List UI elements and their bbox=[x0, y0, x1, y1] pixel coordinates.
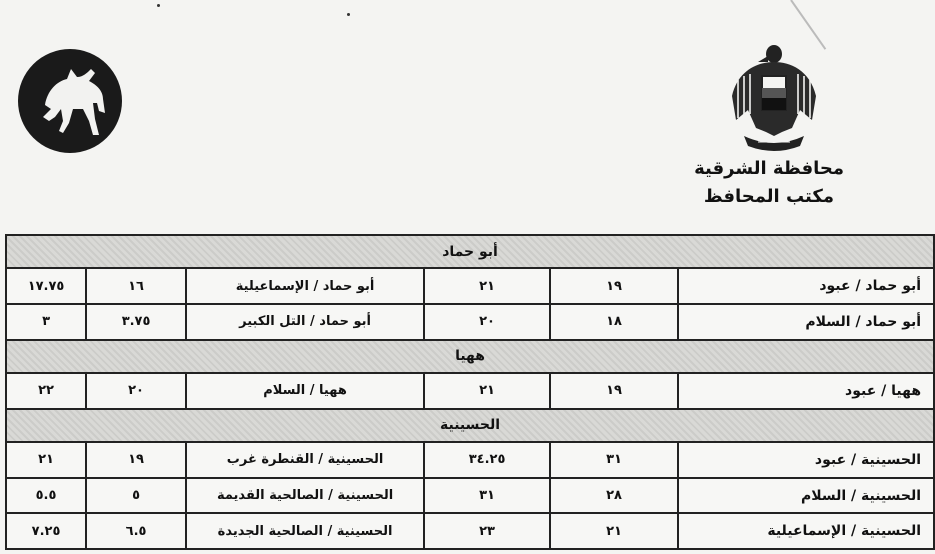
section-title: ههيا bbox=[6, 340, 934, 373]
fare-new-cell: ٥.٥ bbox=[6, 478, 86, 514]
office-name: مكتب المحافظ bbox=[703, 186, 834, 207]
route-cell: ههيا / السلام bbox=[186, 373, 424, 409]
fare-new-cell: ٢٠ bbox=[424, 304, 550, 340]
route-cell: الحسينية / القنطرة غرب bbox=[186, 442, 424, 478]
route-cell: أبو حماد / السلام bbox=[678, 304, 934, 340]
section-title: أبو حماد bbox=[6, 235, 934, 268]
fare-old-cell: ١٨ bbox=[550, 304, 678, 340]
table-row bbox=[6, 304, 934, 340]
route-cell: الحسينية / عبود bbox=[678, 442, 934, 478]
section-header-row bbox=[6, 235, 934, 268]
route-cell: أبو حماد / التل الكبير bbox=[186, 304, 424, 340]
route-cell: الحسينية / الصالحية القديمة bbox=[186, 478, 424, 514]
fare-new-cell: ٢١ bbox=[6, 442, 86, 478]
fare-old-cell: ٢٨ bbox=[550, 478, 678, 514]
scan-speck bbox=[347, 13, 350, 16]
fare-old-cell: ١٩ bbox=[550, 268, 678, 304]
table-row bbox=[6, 373, 934, 409]
table-row bbox=[6, 442, 934, 478]
fare-new-cell: ٢١ bbox=[424, 373, 550, 409]
fare-old-cell: ١٩ bbox=[550, 373, 678, 409]
fare-old-cell: ١٦ bbox=[86, 268, 186, 304]
fare-new-cell: ١٧.٧٥ bbox=[6, 268, 86, 304]
fare-new-cell: ٣١ bbox=[424, 478, 550, 514]
fare-new-cell: ٧.٢٥ bbox=[6, 513, 86, 549]
scan-speck bbox=[157, 4, 160, 7]
fare-old-cell: ٢٠ bbox=[86, 373, 186, 409]
route-cell: أبو حماد / الإسماعيلية bbox=[186, 268, 424, 304]
route-cell: أبو حماد / عبود bbox=[678, 268, 934, 304]
fare-new-cell: ٣ bbox=[6, 304, 86, 340]
table-row bbox=[6, 513, 934, 549]
fare-new-cell: ٢٣ bbox=[424, 513, 550, 549]
fare-table bbox=[5, 234, 935, 550]
section-header-row bbox=[6, 409, 934, 442]
fare-new-cell: ٣٤.٢٥ bbox=[424, 442, 550, 478]
route-cell: الحسينية / السلام bbox=[678, 478, 934, 514]
route-cell: الحسينية / الصالحية الجديدة bbox=[186, 513, 424, 549]
table-row bbox=[6, 268, 934, 304]
table-row bbox=[6, 478, 934, 514]
fare-old-cell: ٦.٥ bbox=[86, 513, 186, 549]
governorate-name: محافظة الشرقية bbox=[694, 158, 844, 179]
fare-new-cell: ٢٢ bbox=[6, 373, 86, 409]
horse-logo bbox=[17, 47, 123, 155]
fare-old-cell: ٥ bbox=[86, 478, 186, 514]
route-cell: الحسينية / الإسماعيلية bbox=[678, 513, 934, 549]
fare-old-cell: ٢١ bbox=[550, 513, 678, 549]
fare-old-cell: ٣١ bbox=[550, 442, 678, 478]
eagle-emblem-icon bbox=[728, 40, 820, 152]
section-title: الحسينية bbox=[6, 409, 934, 442]
fare-new-cell: ٢١ bbox=[424, 268, 550, 304]
route-cell: ههيا / عبود bbox=[678, 373, 934, 409]
fare-old-cell: ١٩ bbox=[86, 442, 186, 478]
section-header-row bbox=[6, 340, 934, 373]
fare-old-cell: ٣.٧٥ bbox=[86, 304, 186, 340]
